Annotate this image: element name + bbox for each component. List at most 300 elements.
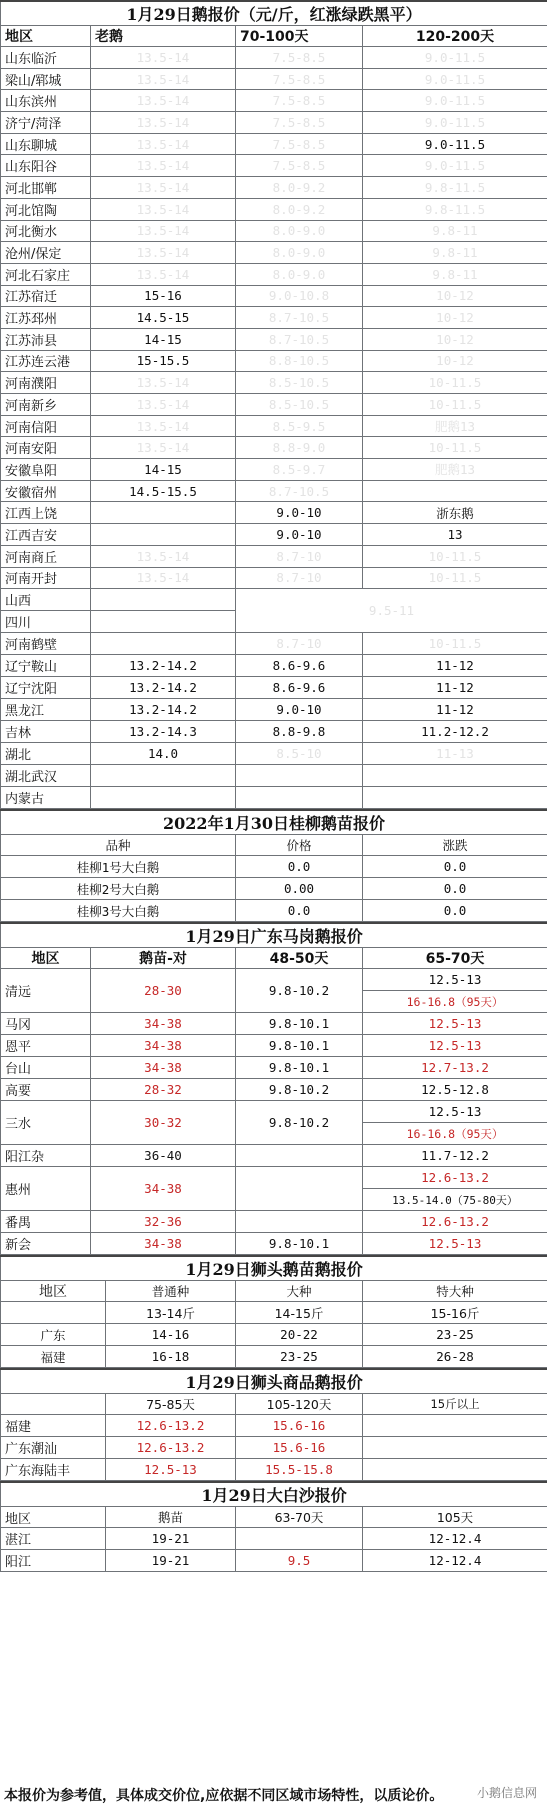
col-header-105: 105天 xyxy=(363,1507,547,1528)
section-title: 1月29日广东马岗鹅报价 xyxy=(1,923,547,948)
price-cell: 10-11.5 xyxy=(363,437,547,459)
table-row xyxy=(1,198,547,220)
price-cell xyxy=(363,480,547,502)
col-header-normal: 普通种 xyxy=(106,1281,236,1302)
price-cell: 13.5-14 xyxy=(91,90,236,112)
region-cell: 河南鹤壁 xyxy=(1,633,91,655)
table-row xyxy=(1,459,547,481)
price-cell: 12.5-13 xyxy=(363,1101,547,1123)
price-cell: 12.6-13.2 xyxy=(363,1211,547,1233)
guiliu-chick-table xyxy=(0,809,547,922)
region-cell: 江苏宿迁 xyxy=(1,285,91,307)
price-cell: 11.7-12.2 xyxy=(363,1145,547,1167)
region-cell: 桂柳1号大白鹅 xyxy=(1,856,236,878)
dabaisha-table xyxy=(0,1481,547,1572)
region-cell: 高要 xyxy=(1,1079,91,1101)
price-cell: 0.0 xyxy=(363,878,547,900)
region-cell: 山东滨州 xyxy=(1,90,91,112)
price-cell: 10-12 xyxy=(363,350,547,372)
table-row xyxy=(1,437,547,459)
table-row xyxy=(1,1324,547,1346)
section-title: 2022年1月30日桂柳鹅苗报价 xyxy=(1,810,547,835)
price-cell: 8.7-10 xyxy=(236,633,363,655)
price-cell: 13.2-14.3 xyxy=(91,721,236,743)
price-cell: 9.8-11 xyxy=(363,220,547,242)
price-cell: 14-15 xyxy=(91,459,236,481)
price-cell: 13.5-14 xyxy=(91,242,236,264)
price-cell: 0.0 xyxy=(363,856,547,878)
col-header-chick: 鹅苗 xyxy=(106,1507,236,1528)
price-cell-sichuan: 9.5-11 xyxy=(236,589,547,633)
price-cell: 13.5-14 xyxy=(91,155,236,177)
price-cell: 13.5-14 xyxy=(91,437,236,459)
region-cell: 安徽阜阳 xyxy=(1,459,91,481)
price-cell: 7.5-8.5 xyxy=(236,68,363,90)
price-cell: 8.0-9.0 xyxy=(236,263,363,285)
region-cell: 河南信阳 xyxy=(1,415,91,437)
price-cell: 14-15 xyxy=(91,328,236,350)
goose-price-table xyxy=(0,0,547,809)
price-cell: 9.8-11 xyxy=(363,263,547,285)
price-cell: 9.0-11.5 xyxy=(363,68,547,90)
price-cell: 9.8-10.2 xyxy=(236,1079,363,1101)
col-header-xlarge: 特大种 xyxy=(363,1281,547,1302)
table-row xyxy=(1,787,547,809)
price-cell: 13.5-14 xyxy=(91,567,236,589)
col-header-region: 地区 xyxy=(1,26,91,47)
price-cell: 8.7-10 xyxy=(236,567,363,589)
price-cell: 13.5-14 xyxy=(91,68,236,90)
price-cell: 28-32 xyxy=(91,1079,236,1101)
price-cell: 12.6-13.2 xyxy=(106,1415,236,1437)
price-cell: 14.5-15.5 xyxy=(91,480,236,502)
region-cell: 广东潮汕 xyxy=(1,1437,106,1459)
price-cell: 14.5-15 xyxy=(91,307,236,329)
region-cell: 广东海陆丰 xyxy=(1,1459,106,1481)
price-cell: 8.8-9.8 xyxy=(236,721,363,743)
price-cell: 13 xyxy=(363,524,547,546)
table-row xyxy=(1,307,547,329)
price-cell: 0.0 xyxy=(236,900,363,922)
region-cell: 河南开封 xyxy=(1,567,91,589)
price-cell xyxy=(91,502,236,524)
price-cell: 28-30 xyxy=(91,969,236,1013)
price-cell: 12.6-13.2 xyxy=(106,1437,236,1459)
shitou-chick-table xyxy=(0,1255,547,1368)
region-cell: 河南安阳 xyxy=(1,437,91,459)
col-header-48-50: 48-50天 xyxy=(236,948,363,969)
region-cell: 吉林 xyxy=(1,721,91,743)
region-cell: 湖北 xyxy=(1,743,91,765)
price-cell: 9.8-10.1 xyxy=(236,1035,363,1057)
price-cell: 13.5-14 xyxy=(91,263,236,285)
price-cell: 8.5-10.5 xyxy=(236,372,363,394)
region-cell: 台山 xyxy=(1,1057,91,1079)
region-cell: 江苏邳州 xyxy=(1,307,91,329)
region-cell: 新会 xyxy=(1,1233,91,1255)
region-cell: 梁山/郓城 xyxy=(1,68,91,90)
region-cell: 阳江杂 xyxy=(1,1145,91,1167)
region-cell: 山东阳谷 xyxy=(1,155,91,177)
price-cell: 12-12.4 xyxy=(363,1550,547,1572)
price-cell: 13.5-14 xyxy=(91,177,236,199)
price-cell: 12.5-13 xyxy=(363,1233,547,1255)
price-cell: 13.5-14 xyxy=(91,545,236,567)
price-cell: 23-25 xyxy=(236,1346,363,1368)
col-header-chick: 鹅苗-对 xyxy=(91,948,236,969)
price-cell: 12.5-13 xyxy=(363,969,547,991)
table-row xyxy=(1,1415,547,1437)
region-cell: 湛江 xyxy=(1,1528,106,1550)
price-cell: 34-38 xyxy=(91,1057,236,1079)
region-cell: 河南新乡 xyxy=(1,394,91,416)
region-cell: 福建 xyxy=(1,1346,106,1368)
price-cell: 9.5 xyxy=(236,1550,363,1572)
price-cell: 0.00 xyxy=(236,878,363,900)
region-cell: 山西 xyxy=(1,589,91,611)
price-cell: 11-12 xyxy=(363,655,547,677)
col-header-120-200: 120-200天 xyxy=(363,26,547,47)
col-header-large: 大种 xyxy=(236,1281,363,1302)
table-row xyxy=(1,242,547,264)
price-cell: 9.8-10.1 xyxy=(236,1057,363,1079)
price-cell xyxy=(91,589,236,611)
region-cell: 清远 xyxy=(1,969,91,1013)
magang-goose-table xyxy=(0,922,547,1255)
region-cell: 济宁/菏泽 xyxy=(1,112,91,134)
table-row xyxy=(1,699,547,721)
price-cell: 7.5-8.5 xyxy=(236,47,363,69)
price-cell: 9.8-11.5 xyxy=(363,198,547,220)
price-cell xyxy=(91,633,236,655)
price-cell: 8.7-10.5 xyxy=(236,328,363,350)
price-cell: 11.2-12.2 xyxy=(363,721,547,743)
region-cell: 湖北武汉 xyxy=(1,765,91,787)
region-cell: 江西上饶 xyxy=(1,502,91,524)
table-row xyxy=(1,47,547,69)
price-cell: 8.0-9.2 xyxy=(236,177,363,199)
price-cell xyxy=(236,765,363,787)
region-cell: 恩平 xyxy=(1,1035,91,1057)
price-cell xyxy=(236,1211,363,1233)
table-row xyxy=(1,502,547,524)
table-row xyxy=(1,285,547,307)
price-cell: 10-11.5 xyxy=(363,394,547,416)
table-row xyxy=(1,1437,547,1459)
price-cell: 12-12.4 xyxy=(363,1528,547,1550)
col-header-price: 价格 xyxy=(236,835,363,856)
region-cell: 番禺 xyxy=(1,1211,91,1233)
table-row xyxy=(1,112,547,134)
region-cell: 河北馆陶 xyxy=(1,198,91,220)
price-cell xyxy=(91,787,236,809)
price-cell: 13.5-14 xyxy=(91,47,236,69)
table-row xyxy=(1,765,547,787)
price-cell: 15-16 xyxy=(91,285,236,307)
price-cell: 8.0-9.2 xyxy=(236,198,363,220)
region-cell: 河南商丘 xyxy=(1,545,91,567)
price-cell: 10-11.5 xyxy=(363,633,547,655)
region-cell xyxy=(1,1302,106,1324)
price-cell: 8.5-9.5 xyxy=(236,415,363,437)
table-row xyxy=(1,155,547,177)
region-cell: 桂柳3号大白鹅 xyxy=(1,900,236,922)
price-cell: 肥鹅13 xyxy=(363,415,547,437)
price-cell: 32-36 xyxy=(91,1211,236,1233)
price-cell: 20-22 xyxy=(236,1324,363,1346)
region-cell: 江苏沛县 xyxy=(1,328,91,350)
col-header-variety: 品种 xyxy=(1,835,236,856)
price-cell: 34-38 xyxy=(91,1035,236,1057)
section-title: 1月29日狮头鹅苗鹅报价 xyxy=(1,1256,547,1281)
price-cell: 8.7-10 xyxy=(236,545,363,567)
region-cell: 福建 xyxy=(1,1415,106,1437)
price-cell xyxy=(236,1167,363,1211)
price-cell: 13.2-14.2 xyxy=(91,655,236,677)
col-header-region: 地区 xyxy=(1,948,91,969)
price-cell: 8.0-9.0 xyxy=(236,242,363,264)
table-row xyxy=(1,328,547,350)
price-cell xyxy=(236,787,363,809)
price-cell: 10-11.5 xyxy=(363,545,547,567)
table-row xyxy=(1,1346,547,1368)
region-cell: 辽宁鞍山 xyxy=(1,655,91,677)
col-header-70-100: 70-100天 xyxy=(236,26,363,47)
col-header-15jin: 15斤以上 xyxy=(363,1394,547,1415)
price-cell xyxy=(363,1459,547,1481)
price-cell: 12.5-13 xyxy=(363,1013,547,1035)
section-title: 1月29日鹅报价（元/斤，红涨绿跌黑平） xyxy=(1,1,547,26)
table-row xyxy=(1,878,547,900)
price-cell xyxy=(91,524,236,546)
price-cell: 15.5-15.8 xyxy=(236,1459,363,1481)
price-cell: 13.5-14 xyxy=(91,220,236,242)
table-row xyxy=(1,856,547,878)
price-cell: 30-32 xyxy=(91,1101,236,1145)
price-cell: 12.5-13 xyxy=(106,1459,236,1481)
region-cell: 山东临沂 xyxy=(1,47,91,69)
col-header-region: 地区 xyxy=(1,1281,106,1302)
price-cell: 9.0-10.8 xyxy=(236,285,363,307)
price-cell: 15.6-16 xyxy=(236,1437,363,1459)
price-cell xyxy=(363,787,547,809)
region-cell: 惠州 xyxy=(1,1167,91,1211)
region-cell: 阳江 xyxy=(1,1550,106,1572)
price-cell xyxy=(236,1145,363,1167)
price-cell: 0.0 xyxy=(363,900,547,922)
price-cell xyxy=(363,1415,547,1437)
region-cell: 黑龙江 xyxy=(1,699,91,721)
price-cell: 8.6-9.6 xyxy=(236,655,363,677)
table-row xyxy=(1,263,547,285)
price-cell: 13.5-14.0（75-80天） xyxy=(363,1189,547,1211)
section-title: 1月29日狮头商品鹅报价 xyxy=(1,1369,547,1394)
price-cell: 12.5-12.8 xyxy=(363,1079,547,1101)
shitou-commercial-table xyxy=(0,1368,547,1481)
price-cell: 8.5-10.5 xyxy=(236,394,363,416)
table-row xyxy=(1,90,547,112)
table-row xyxy=(1,567,547,589)
price-cell: 36-40 xyxy=(91,1145,236,1167)
weight-cell: 15-16斤 xyxy=(363,1302,547,1324)
price-cell: 11-13 xyxy=(363,743,547,765)
price-cell: 15-15.5 xyxy=(91,350,236,372)
col-header-change: 涨跌 xyxy=(363,835,547,856)
region-cell: 河北衡水 xyxy=(1,220,91,242)
col-header-old-goose: 老鹅 xyxy=(91,26,236,47)
price-cell: 浙东鹅 xyxy=(363,502,547,524)
price-cell: 19-21 xyxy=(106,1550,236,1572)
region-cell: 河北邯郸 xyxy=(1,177,91,199)
region-cell: 沧州/保定 xyxy=(1,242,91,264)
watermark-text: 小鹅信息网 xyxy=(473,1784,541,1801)
price-cell: 7.5-8.5 xyxy=(236,133,363,155)
table-row xyxy=(1,1459,547,1481)
price-cell: 9.8-10.1 xyxy=(236,1233,363,1255)
price-cell: 肥鹅13 xyxy=(363,459,547,481)
table-row xyxy=(1,350,547,372)
price-cell: 9.0-10 xyxy=(236,524,363,546)
region-cell: 山东聊城 xyxy=(1,133,91,155)
price-cell: 16-16.8（95天） xyxy=(363,991,547,1013)
price-cell: 8.5-10 xyxy=(236,743,363,765)
region-cell: 广东 xyxy=(1,1324,106,1346)
col-header-region xyxy=(1,1394,106,1415)
section-title: 1月29日大白沙报价 xyxy=(1,1482,547,1507)
region-cell: 三水 xyxy=(1,1101,91,1145)
col-header-65-70: 65-70天 xyxy=(363,948,547,969)
col-header-75-85: 75-85天 xyxy=(106,1394,236,1415)
price-cell: 9.8-10.2 xyxy=(236,969,363,1013)
table-row xyxy=(1,68,547,90)
price-cell: 10-11.5 xyxy=(363,372,547,394)
price-cell: 11-12 xyxy=(363,677,547,699)
price-cell xyxy=(91,765,236,787)
price-cell: 16-18 xyxy=(106,1346,236,1368)
table-row xyxy=(1,133,547,155)
price-cell: 13.2-14.2 xyxy=(91,677,236,699)
table-row xyxy=(1,1550,547,1572)
price-cell: 8.6-9.6 xyxy=(236,677,363,699)
table-row xyxy=(1,743,547,765)
table-row xyxy=(1,480,547,502)
price-cell: 14.0 xyxy=(91,743,236,765)
price-cell: 13.5-14 xyxy=(91,394,236,416)
table-row xyxy=(1,394,547,416)
table-row xyxy=(1,545,547,567)
price-cell: 0.0 xyxy=(236,856,363,878)
price-cell: 13.2-14.2 xyxy=(91,699,236,721)
table-row xyxy=(1,633,547,655)
price-cell: 9.0-11.5 xyxy=(363,155,547,177)
price-cell: 7.5-8.5 xyxy=(236,155,363,177)
price-cell: 13.5-14 xyxy=(91,112,236,134)
price-cell: 9.0-10 xyxy=(236,502,363,524)
price-cell: 34-38 xyxy=(91,1233,236,1255)
region-cell: 安徽宿州 xyxy=(1,480,91,502)
price-cell: 8.7-10.5 xyxy=(236,307,363,329)
price-cell: 13.5-14 xyxy=(91,198,236,220)
region-cell: 江西吉安 xyxy=(1,524,91,546)
price-cell: 34-38 xyxy=(91,1013,236,1035)
price-cell: 8.8-9.0 xyxy=(236,437,363,459)
price-cell: 9.0-11.5 xyxy=(363,133,547,155)
price-cell: 9.0-11.5 xyxy=(363,90,547,112)
price-cell: 10-12 xyxy=(363,307,547,329)
table-row xyxy=(1,372,547,394)
price-cell xyxy=(236,1528,363,1550)
col-header-region: 地区 xyxy=(1,1507,106,1528)
price-cell: 7.5-8.5 xyxy=(236,112,363,134)
col-header-105-120: 105-120天 xyxy=(236,1394,363,1415)
table-row xyxy=(1,177,547,199)
price-cell: 13.5-14 xyxy=(91,133,236,155)
price-cell: 9.8-11 xyxy=(363,242,547,264)
price-cell: 8.8-10.5 xyxy=(236,350,363,372)
region-cell: 江苏连云港 xyxy=(1,350,91,372)
table-row xyxy=(1,415,547,437)
price-cell: 12.7-13.2 xyxy=(363,1057,547,1079)
table-row xyxy=(1,677,547,699)
region-cell: 内蒙古 xyxy=(1,787,91,809)
table-row xyxy=(1,721,547,743)
price-cell: 13.5-14 xyxy=(91,415,236,437)
price-cell: 19-21 xyxy=(106,1528,236,1550)
col-header-63-70: 63-70天 xyxy=(236,1507,363,1528)
price-cell: 14-16 xyxy=(106,1324,236,1346)
price-cell: 10-12 xyxy=(363,285,547,307)
price-cell: 15.6-16 xyxy=(236,1415,363,1437)
table-row xyxy=(1,900,547,922)
price-cell: 26-28 xyxy=(363,1346,547,1368)
region-cell: 河南濮阳 xyxy=(1,372,91,394)
price-cell: 7.5-8.5 xyxy=(236,90,363,112)
price-cell: 12.6-13.2 xyxy=(363,1167,547,1189)
price-cell xyxy=(91,611,236,633)
price-cell: 10-11.5 xyxy=(363,567,547,589)
disclaimer: 本报价为参考值，具体成交价位,应依据不同区域市场特性，以质论价。 xyxy=(4,1788,444,1804)
table-row xyxy=(1,655,547,677)
weight-cell: 13-14斤 xyxy=(106,1302,236,1324)
region-cell: 桂柳2号大白鹅 xyxy=(1,878,236,900)
price-cell: 9.0-11.5 xyxy=(363,47,547,69)
price-cell: 9.0-10 xyxy=(236,699,363,721)
price-cell: 8.5-9.7 xyxy=(236,459,363,481)
price-cell: 12.5-13 xyxy=(363,1035,547,1057)
price-cell: 8.0-9.0 xyxy=(236,220,363,242)
table-row xyxy=(1,220,547,242)
price-cell: 10-12 xyxy=(363,328,547,350)
region-cell: 辽宁沈阳 xyxy=(1,677,91,699)
price-cell: 16-16.8（95天） xyxy=(363,1123,547,1145)
region-cell: 马冈 xyxy=(1,1013,91,1035)
table-row xyxy=(1,1528,547,1550)
price-cell: 34-38 xyxy=(91,1167,236,1211)
table-row xyxy=(1,524,547,546)
price-cell: 9.0-11.5 xyxy=(363,112,547,134)
price-cell xyxy=(363,1437,547,1459)
price-cell xyxy=(363,765,547,787)
price-cell: 23-25 xyxy=(363,1324,547,1346)
price-cell: 8.7-10.5 xyxy=(236,480,363,502)
price-cell: 9.8-10.1 xyxy=(236,1013,363,1035)
region-cell: 四川 xyxy=(1,611,91,633)
price-cell: 13.5-14 xyxy=(91,372,236,394)
price-cell: 9.8-10.2 xyxy=(236,1101,363,1145)
price-cell: 9.8-11.5 xyxy=(363,177,547,199)
price-cell: 11-12 xyxy=(363,699,547,721)
weight-cell: 14-15斤 xyxy=(236,1302,363,1324)
